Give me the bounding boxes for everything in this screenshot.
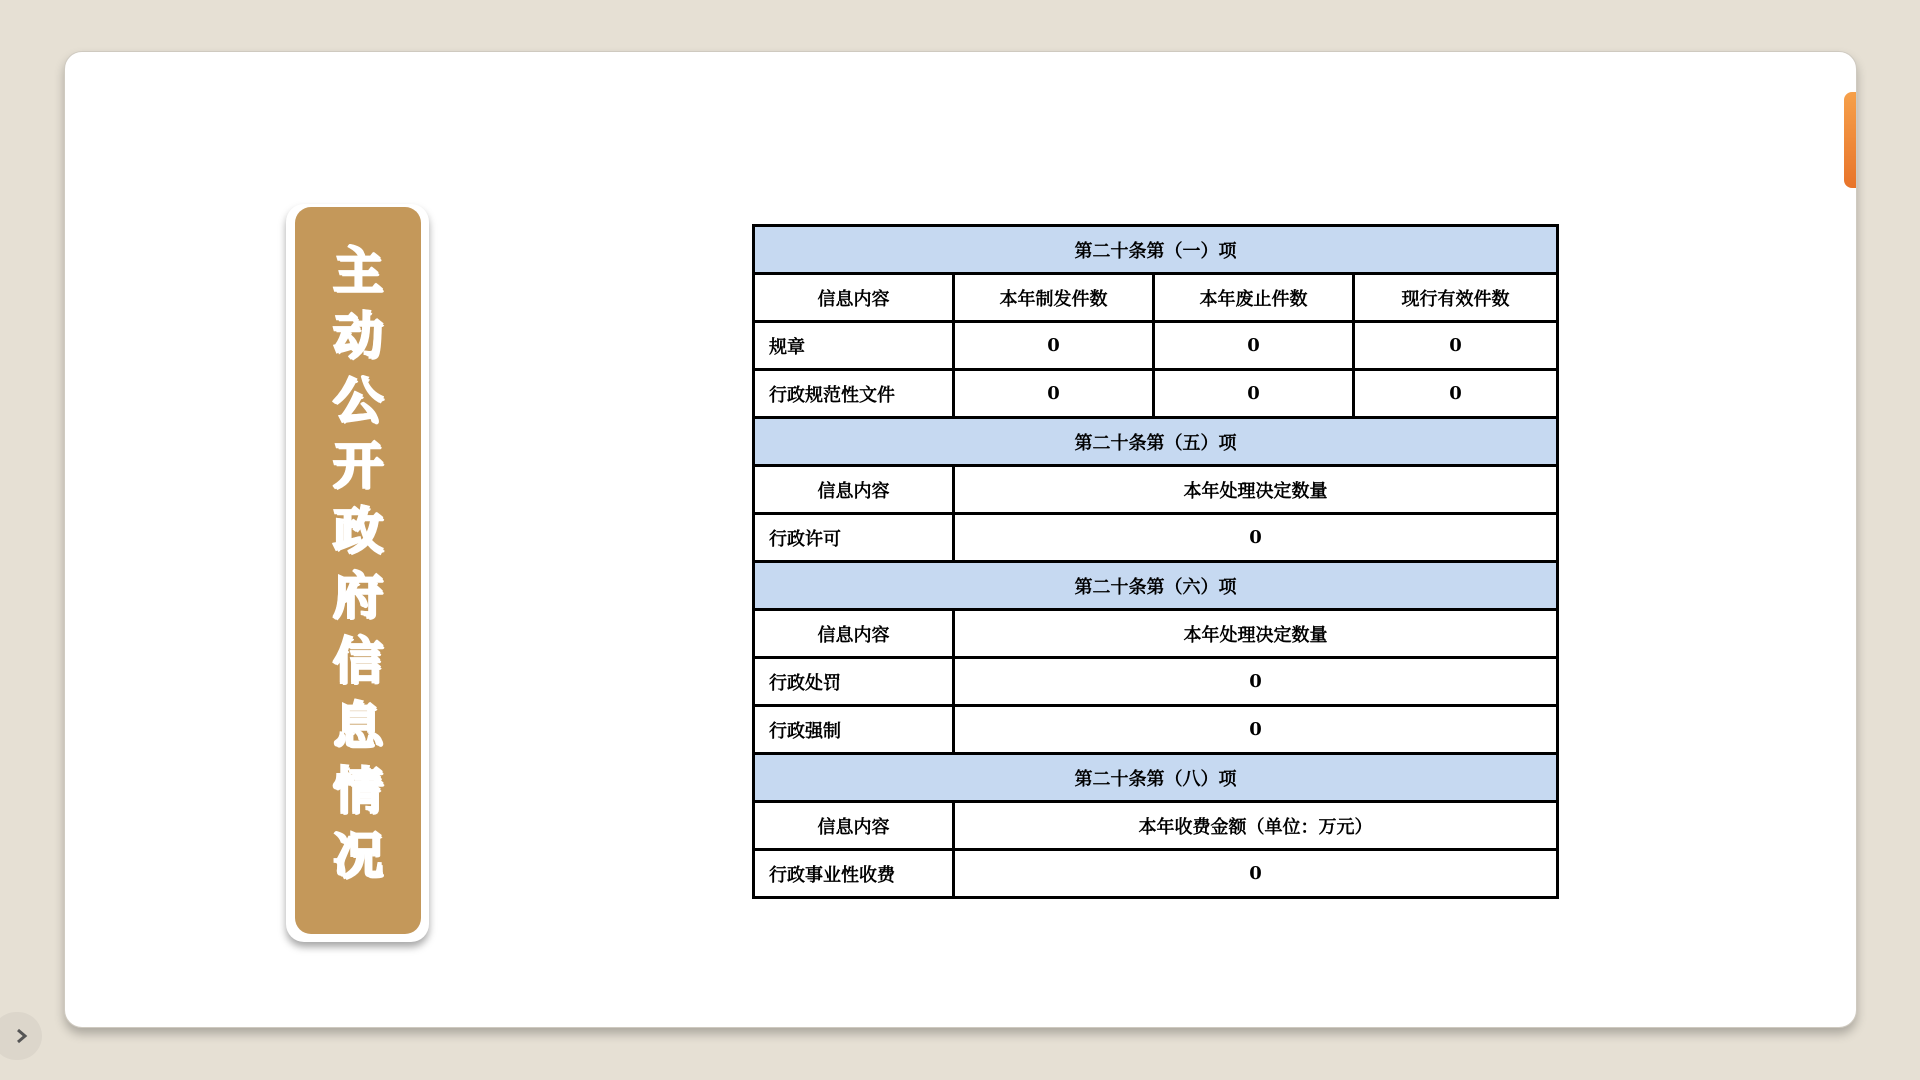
row-label: 行政强制	[754, 706, 954, 754]
nav-toggle-button[interactable]	[0, 1012, 42, 1060]
title-char: 情	[333, 762, 383, 820]
table-row	[754, 658, 1558, 706]
title-card	[286, 204, 429, 942]
title-char: 动	[333, 307, 383, 365]
column-header: 本年废止件数	[1154, 274, 1354, 322]
column-header: 信息内容	[754, 802, 954, 850]
cell-value: 0	[1354, 322, 1558, 370]
column-header: 信息内容	[754, 610, 954, 658]
cell-value: 0	[954, 370, 1154, 418]
cell-value: 0	[1354, 370, 1558, 418]
column-header-row	[754, 274, 1558, 322]
title-char: 况	[333, 827, 383, 885]
column-header: 本年制发件数	[954, 274, 1154, 322]
column-header: 信息内容	[754, 466, 954, 514]
row-label: 行政事业性收费	[754, 850, 954, 898]
section-heading: 第二十条第（一）项	[754, 226, 1558, 274]
row-label: 规章	[754, 322, 954, 370]
section-heading: 第二十条第（六）项	[754, 562, 1558, 610]
side-tab[interactable]	[1844, 92, 1856, 188]
column-header: 本年收费金额（单位：万元）	[954, 802, 1558, 850]
title-char: 府	[333, 567, 383, 625]
table-row	[754, 850, 1558, 898]
vertical-title	[295, 207, 421, 934]
cell-value: 0	[1154, 370, 1354, 418]
column-header: 现行有效件数	[1354, 274, 1558, 322]
title-char: 公	[333, 372, 383, 430]
table-row	[754, 514, 1558, 562]
table-row	[754, 322, 1558, 370]
table-row	[754, 706, 1558, 754]
title-char: 政	[333, 502, 383, 560]
title-char: 息	[333, 697, 383, 755]
section-heading-row	[754, 754, 1558, 802]
section-heading: 第二十条第（八）项	[754, 754, 1558, 802]
section-heading: 第二十条第（五）项	[754, 418, 1558, 466]
cell-value: 0	[954, 514, 1558, 562]
column-header-row	[754, 610, 1558, 658]
disclosure-table	[752, 224, 1559, 899]
column-header-row	[754, 802, 1558, 850]
column-header-row	[754, 466, 1558, 514]
section-heading-row	[754, 562, 1558, 610]
title-char: 信	[333, 632, 383, 690]
title-char: 主	[333, 242, 383, 300]
title-char: 开	[333, 437, 383, 495]
column-header: 信息内容	[754, 274, 954, 322]
cell-value: 0	[954, 322, 1154, 370]
cell-value: 0	[954, 658, 1558, 706]
column-header: 本年处理决定数量	[954, 610, 1558, 658]
row-label: 行政处罚	[754, 658, 954, 706]
row-label: 行政许可	[754, 514, 954, 562]
section-heading-row	[754, 226, 1558, 274]
slide-canvas	[64, 51, 1857, 1028]
cell-value: 0	[1154, 322, 1354, 370]
table-row	[754, 370, 1558, 418]
cell-value: 0	[954, 850, 1558, 898]
row-label: 行政规范性文件	[754, 370, 954, 418]
column-header: 本年处理决定数量	[954, 466, 1558, 514]
chevron-right-icon	[15, 1028, 29, 1044]
section-heading-row	[754, 418, 1558, 466]
cell-value: 0	[954, 706, 1558, 754]
